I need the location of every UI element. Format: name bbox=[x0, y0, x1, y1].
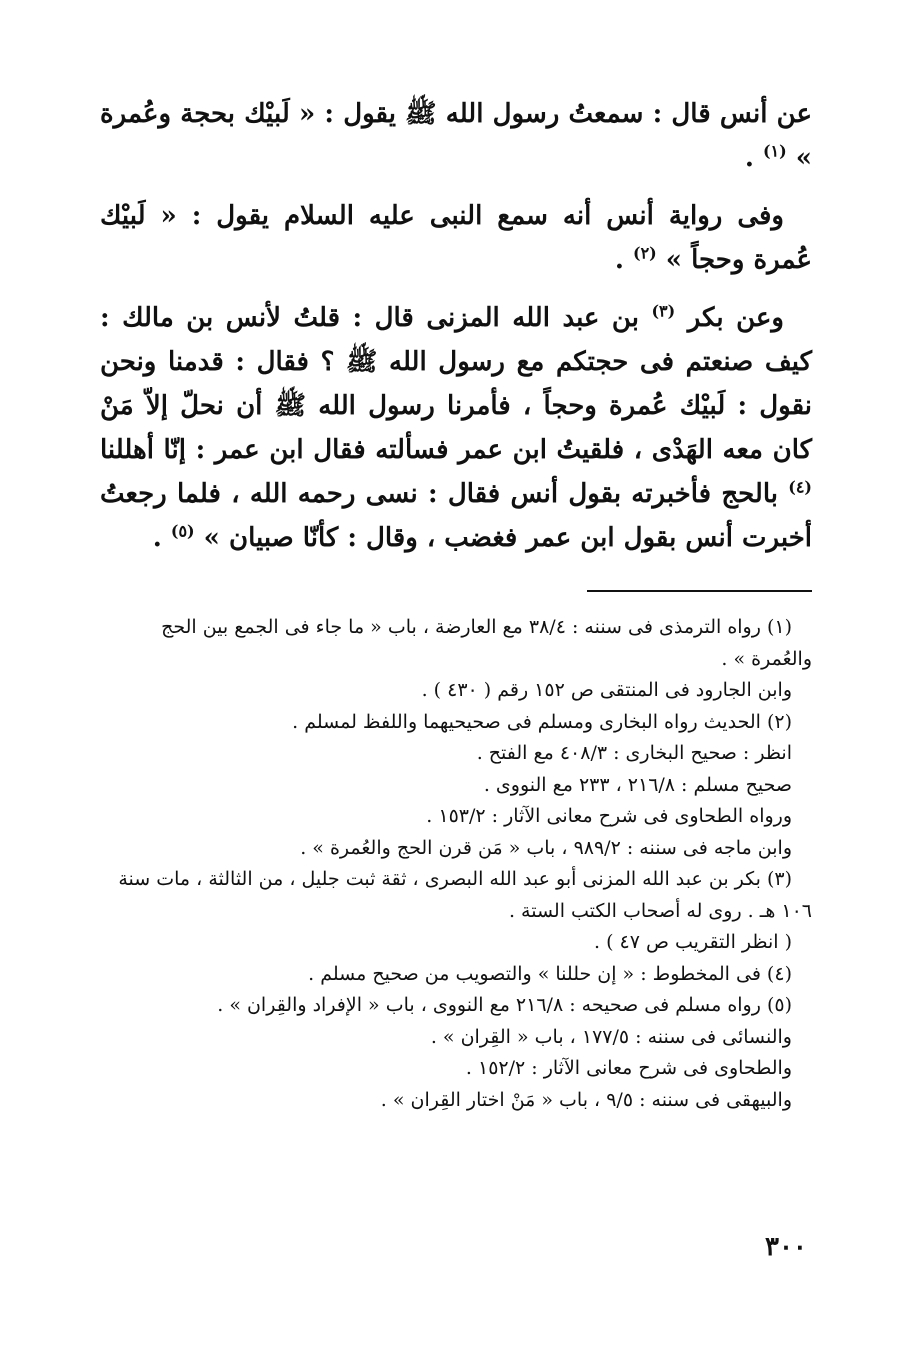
footnote-line: (٥) رواه مسلم فى صحيحه : ٢١٦/٨ مع النووى ، باب « الإفراد والقِران » . bbox=[217, 994, 792, 1016]
footnote-ref: (٣) bbox=[651, 301, 676, 321]
footnote-separator bbox=[587, 590, 812, 592]
paragraph-2 bbox=[100, 194, 812, 282]
footnote-line: صحيح مسلم : ٢١٦/٨ ، ٢٣٣ مع النووى . bbox=[483, 773, 792, 796]
paragraph-text: بالحج فأخبرته بقول أنس فقال : نسى رحمه الله ، فلما رجعتُ أخبرت أنس بقول ابن عمر فغضب ، وقال : كأنّا صبيان » bbox=[100, 479, 812, 553]
footnote-line: ( انظر التقريب ص ٤٧ ) . bbox=[594, 931, 792, 953]
paragraph-tail: . bbox=[152, 523, 171, 553]
footnote-ref: (١) bbox=[762, 141, 787, 161]
footnote-ref: (٥) bbox=[170, 521, 195, 541]
paragraph-text: بن عبد الله المزنى قال : قلتُ لأنس بن مالك : كيف صنعتم فى حجتكم مع رسول الله ﷺ ؟ فقال : قدمنا ونحن نقول : لَبيْك عُمرة وحجاً ، فأمرنا رسول الله ﷺ أن نحلّ إلاّ مَنْ كان معه الهَدْى ، فلقيتُ ابن عمر فسألته فقال ابن عمر : إنّا أهللنا bbox=[100, 303, 812, 465]
footnote-line: انظر : صحيح البخارى : ٤٠٨/٣ مع الفتح . bbox=[476, 742, 792, 764]
footnotes bbox=[100, 612, 812, 1116]
paragraph-text: وعن بكر bbox=[687, 303, 784, 333]
paragraph-3 bbox=[100, 296, 812, 560]
footnote-ref: (٢) bbox=[632, 243, 657, 263]
main-text bbox=[100, 92, 812, 574]
paragraph-text: عن أنس قال : سمعتُ رسول الله ﷺ يقول : « لَبيْك بحجة وعُمرة » bbox=[100, 99, 812, 173]
paragraph-tail: . bbox=[614, 245, 633, 275]
footnote-line: والبيهقى فى سننه : ٩/٥ ، باب « مَنْ اختار القِران » . bbox=[380, 1088, 792, 1111]
footnote-line: ورواه الطحاوى فى شرح معانى الآثار : ١٥٣/٢ . bbox=[426, 805, 792, 827]
footnote-line: (٢) الحديث رواه البخارى ومسلم فى صحيحيهما واللفظ لمسلم . bbox=[292, 710, 792, 733]
footnote-line: (٣) بكر بن عبد الله المزنى أبو عبد الله البصرى ، ثقة ثبت جليل ، من الثالثة ، مات سنة ١٠٦ هـ . روى له أصحاب الكتب الستة . bbox=[118, 868, 812, 922]
footnote-line: والنسائى فى سننه : ١٧٧/٥ ، باب « القِران » . bbox=[430, 1025, 792, 1048]
footnote-line: وابن ماجه فى سننه : ٩٨٩/٢ ، باب « مَن قرن الحج والعُمرة » . bbox=[300, 836, 792, 859]
paragraph-text: وفى رواية أنس أنه سمع النبى عليه السلام يقول : « لَبيْك عُمرة وحجاً » bbox=[100, 201, 812, 275]
footnote-line: (١) رواه الترمذى فى سننه : ٣٨/٤ مع العارضة ، باب « ما جاء فى الجمع بين الحج والعُمرة » . bbox=[161, 616, 812, 670]
footnote-ref: (٤) bbox=[788, 477, 812, 497]
footnote-line: والطحاوى فى شرح معانى الآثار : ١٥٢/٢ . bbox=[465, 1057, 792, 1079]
paragraph-tail: . bbox=[744, 143, 763, 173]
footnote-line: وابن الجارود فى المنتقى ص ١٥٢ رقم ( ٤٣٠ ) . bbox=[421, 679, 792, 701]
page-number: ٣٠٠ bbox=[765, 1232, 807, 1262]
footnote-line: (٤) فى المخطوط : « إن حللنا » والتصويب من صحيح مسلم . bbox=[308, 962, 792, 985]
paragraph-1 bbox=[100, 92, 812, 180]
